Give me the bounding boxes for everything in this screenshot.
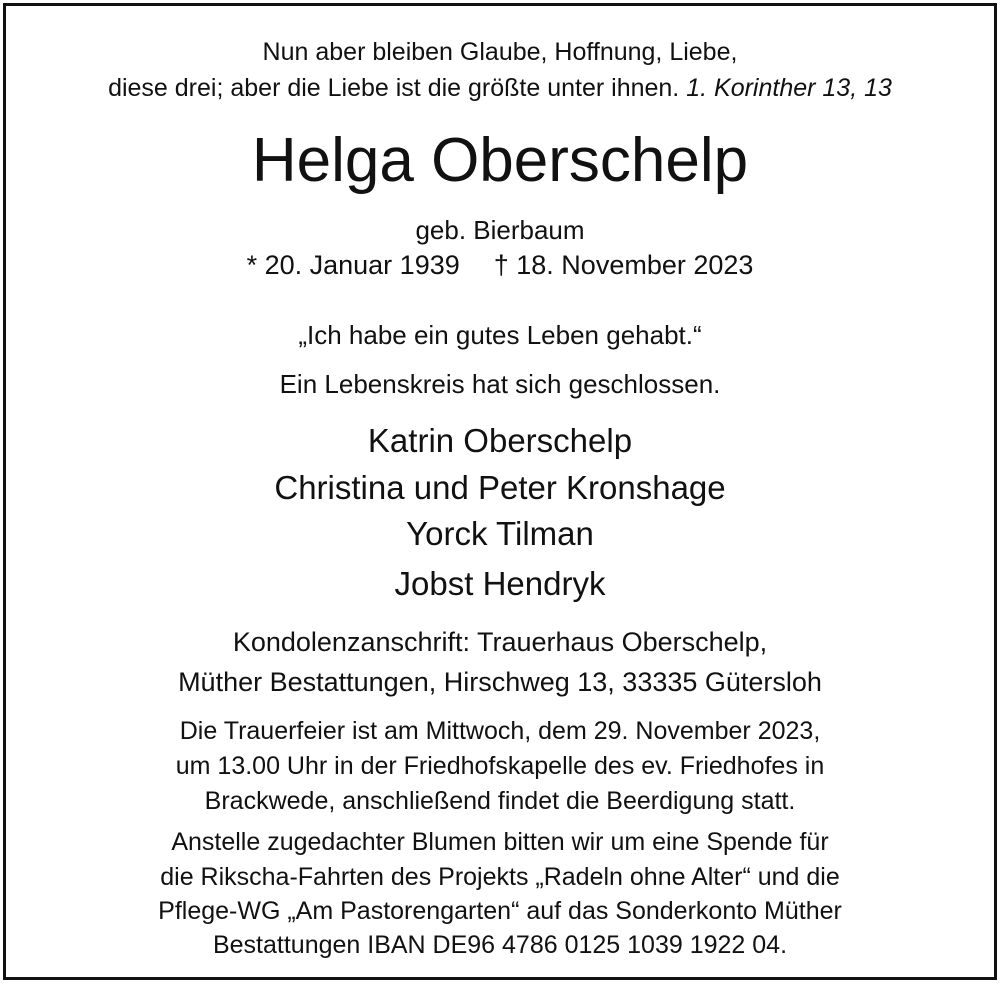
bible-verse-text: diese drei; aber die Liebe ist die größte unter ihnen. xyxy=(108,74,680,102)
bible-verse-reference: 1. Korinther 13, 13 xyxy=(686,74,892,102)
deceased-name: Helga Oberschelp xyxy=(251,126,749,195)
bible-verse-line-2 xyxy=(6,76,994,101)
condolence-address-line-2: Müther Bestattungen, Hirschweg 13, 33335 Gütersloh xyxy=(178,667,822,697)
condolence-address-line-1: Kondolenzanschrift: Trauerhaus Oberschelp, xyxy=(232,627,768,657)
birth-name: geb. Bierbaum xyxy=(415,215,585,245)
service-info-line-1: Die Trauerfeier ist am Mittwoch, dem 29. November 2023, xyxy=(179,717,821,745)
donation-info-line-3: Pflege-WG „Am Pastorengarten“ auf das Sonderkonto Müther xyxy=(158,897,842,925)
donation-info-line-1: Anstelle zugedachter Blumen bitten wir um eine Spende für xyxy=(171,828,829,856)
mourner-name: Jobst Hendryk xyxy=(394,565,606,602)
mourner-name: Christina und Peter Kronshage xyxy=(274,469,726,506)
death-date: † 18. November 2023 xyxy=(493,250,754,280)
quote: „Ich habe ein gutes Leben gehabt.“ xyxy=(298,320,702,350)
bible-verse-line-1: Nun aber bleiben Glaube, Hoffnung, Liebe, xyxy=(262,38,738,66)
service-info-line-2: um 13.00 Uhr in der Friedhofskapelle des ev. Friedhofes in xyxy=(175,752,825,780)
mourner-name: Katrin Oberschelp xyxy=(367,422,633,459)
mourner-name: Yorck Tilman xyxy=(406,515,594,552)
donation-info-line-4: Bestattungen IBAN DE96 4786 0125 1039 1922 04. xyxy=(212,931,788,959)
birth-date: * 20. Januar 1939 xyxy=(246,250,460,280)
obituary-notice xyxy=(3,3,997,980)
service-info-line-3: Brackwede, anschließend findet die Beerdigung statt. xyxy=(204,787,796,815)
donation-info-line-2: die Rikscha-Fahrten des Projekts „Radeln ohne Alter“ und die xyxy=(160,863,840,891)
life-dates xyxy=(6,252,994,279)
closing-statement: Ein Lebenskreis hat sich geschlossen. xyxy=(279,369,721,399)
